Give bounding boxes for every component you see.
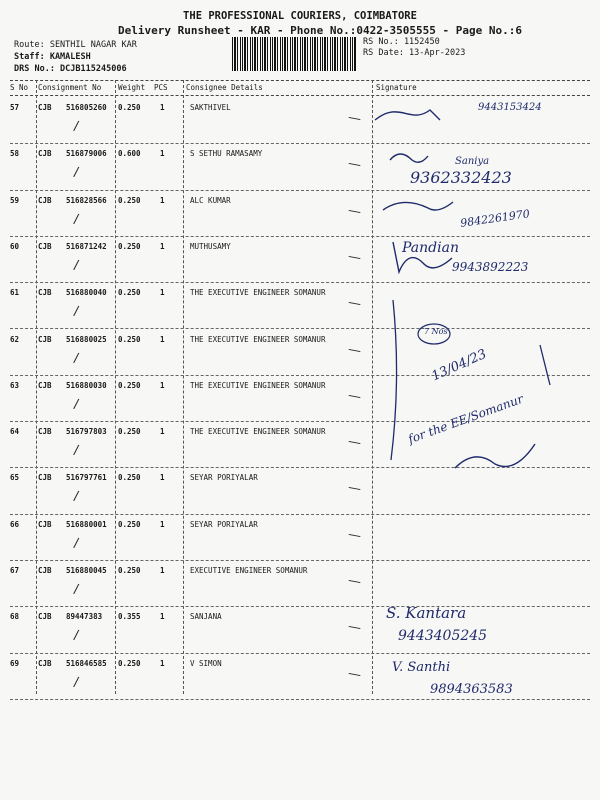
pen-tick-mark: / [72,165,80,181]
cjb-prefix: CJB [38,380,52,390]
pcs-cell: 1 [160,149,165,159]
pen-tick-mark: / [72,257,80,274]
sno-cell: 60 [10,241,20,251]
pen-dash-mark: — [346,572,363,591]
sno-cell: 61 [10,288,20,298]
pcs-cell: 1 [160,473,165,483]
weight-cell: 0.600 [118,149,141,159]
consignee-cell: SANJANA [190,612,222,622]
pen-tick-mark: / [72,303,80,320]
handwritten-date: 13/04/23 [429,346,489,385]
cjb-prefix: CJB [38,288,52,298]
consignment-number: 516879006 [66,149,107,159]
consignee-cell: THE EXECUTIVE ENGINEER SOMANUR [190,380,326,390]
weight-cell: 0.250 [118,519,141,529]
consignment-number: 89447383 [66,612,103,622]
handwritten-phone: 9842261970 [459,207,531,230]
pcs-cell: 1 [160,103,165,112]
consignment-number: 516880025 [66,334,107,344]
pen-tick-mark: / [72,535,80,551]
consignment-number: 516846585 [66,658,107,668]
consignee-cell: MUTHUSAMY [190,241,231,251]
consignee-cell: THE EXECUTIVE ENGINEER SOMANUR [190,334,326,344]
pcs-cell: 1 [160,427,165,437]
consignee-cell: THE EXECUTIVE ENGINEER SOMANUR [190,288,326,298]
handwritten-note: 7 Nos [424,327,448,336]
weight-cell: 0.250 [118,334,141,344]
weight-cell: 0.250 [118,288,141,298]
weight-cell: 0.250 [118,103,141,112]
sno-cell: 65 [10,473,20,483]
cjb-prefix: CJB [38,519,52,529]
cjb-prefix: CJB [38,103,52,112]
consignment-number: 516797761 [66,473,107,483]
pen-dash-mark: — [346,202,363,220]
pcs-cell: 1 [160,658,165,668]
consignment-number: 516805260 [66,103,107,112]
sno-cell: 66 [10,519,20,529]
consignee-cell: S SETHU RAMASAMY [190,149,263,159]
drs-number: DRS No.: DCJB115245006 [14,64,127,74]
cjb-prefix: CJB [38,149,52,159]
pen-dash-mark: — [346,434,363,452]
handwritten-phone: 9443153424 [478,102,542,113]
handwritten-phone: 9362332423 [410,168,512,187]
consignee-cell: THE EXECUTIVE ENGINEER SOMANUR [190,427,326,437]
sno-cell: 59 [10,195,20,205]
consignee-cell: SEYAR PORIYALAR [190,473,258,483]
handwritten-name: S. Kantara [386,604,467,622]
weight-cell: 0.250 [118,658,141,668]
handwritten-phone: 9443405245 [398,628,488,644]
pen-dash-mark: — [346,526,363,544]
pen-tick-mark: / [72,350,80,366]
sno-cell: 67 [10,566,20,575]
cjb-prefix: CJB [38,473,52,483]
consignee-cell: SEYAR PORIYALAR [190,519,258,529]
sno-cell: 68 [10,612,20,622]
pen-tick-mark: / [72,211,80,227]
pcs-cell: 1 [160,241,165,251]
pen-tick-mark: / [72,628,80,644]
faded-bleed-through-text [15,730,575,785]
handwritten-for-note: for the EE/Somanur [406,391,526,447]
consignment-number: 516880030 [66,380,107,390]
rs-number: RS No.: 1152450 [363,37,440,47]
col-weight: Weight [118,83,146,92]
pen-tick-mark: / [72,674,80,690]
col-pcs: PCS [154,83,168,92]
consignment-number: 516880045 [66,566,107,575]
pcs-cell: 1 [160,288,165,298]
handwritten-phone: 9943892223 [452,260,529,274]
staff: Staff: KAMALESH [14,52,91,62]
weight-cell: 0.250 [118,241,141,251]
consignment-number: 516880040 [66,288,107,298]
consignment-number: 516797803 [66,427,107,437]
rs-date: RS Date: 13-Apr-2023 [363,48,466,58]
cjb-prefix: CJB [38,658,52,668]
cjb-prefix: CJB [38,334,52,344]
pen-tick-mark: / [72,118,80,135]
consignment-number: 516871242 [66,241,107,251]
pen-dash-mark: — [346,665,363,683]
runsheet-title: THE PROFESSIONAL COURIERS, COIMBATORE [183,10,417,22]
weight-cell: 0.250 [118,566,141,575]
pen-dash-mark: — [346,109,363,128]
sno-cell: 63 [10,380,20,390]
cjb-prefix: CJB [38,427,52,437]
pen-dash-mark: — [346,480,363,498]
handwritten-name: V. Santhi [392,660,451,675]
runsheet-subtitle: Delivery Runsheet - KAR - Phone No.:0422-3505555 - Page No.:6 [118,24,522,37]
weight-cell: 0.355 [118,612,141,622]
col-consignment: Consignment No [38,83,102,92]
consignee-cell: SAKTHIVEL [190,103,231,112]
pcs-cell: 1 [160,380,165,390]
pcs-cell: 1 [160,334,165,344]
cjb-prefix: CJB [38,241,52,251]
pen-dash-mark: — [346,156,363,174]
consignee-cell: ALC KUMAR [190,195,231,205]
sno-cell: 69 [10,658,20,668]
pen-tick-mark: / [72,581,80,598]
handwritten-name: Pandian [402,240,459,256]
pen-dash-mark: — [346,619,363,637]
consignment-number: 516880001 [66,519,107,529]
consignee-cell: EXECUTIVE ENGINEER SOMANUR [190,566,308,575]
pen-dash-mark: — [346,295,363,313]
weight-cell: 0.250 [118,195,141,205]
weight-cell: 0.250 [118,380,141,390]
cjb-prefix: CJB [38,566,52,575]
pen-dash-mark: — [346,387,363,405]
pcs-cell: 1 [160,519,165,529]
pen-dash-mark: — [346,341,363,359]
weight-cell: 0.250 [118,473,141,483]
sno-cell: 57 [10,103,20,112]
pen-tick-mark: / [72,442,80,459]
pen-tick-mark: / [72,396,80,413]
col-consignee: Consignee Details [186,83,263,92]
col-signature: Signature [376,83,417,92]
sno-cell: 62 [10,334,20,344]
col-sno: S No [10,83,29,92]
pen-tick-mark: / [72,489,80,505]
weight-cell: 0.250 [118,427,141,437]
pcs-cell: 1 [160,195,165,205]
pcs-cell: 1 [160,612,165,622]
sno-cell: 64 [10,427,20,437]
handwritten-name: Saniya [455,156,490,167]
consignment-number: 516828566 [66,195,107,205]
sno-cell: 58 [10,149,20,159]
handwritten-phone: 9894363583 [430,682,513,697]
consignee-cell: V SIMON [190,658,222,668]
pcs-cell: 1 [160,566,165,575]
cjb-prefix: CJB [38,612,52,622]
pen-dash-mark: — [346,248,363,266]
cjb-prefix: CJB [38,195,52,205]
route: Route: SENTHIL NAGAR KAR [14,40,137,50]
